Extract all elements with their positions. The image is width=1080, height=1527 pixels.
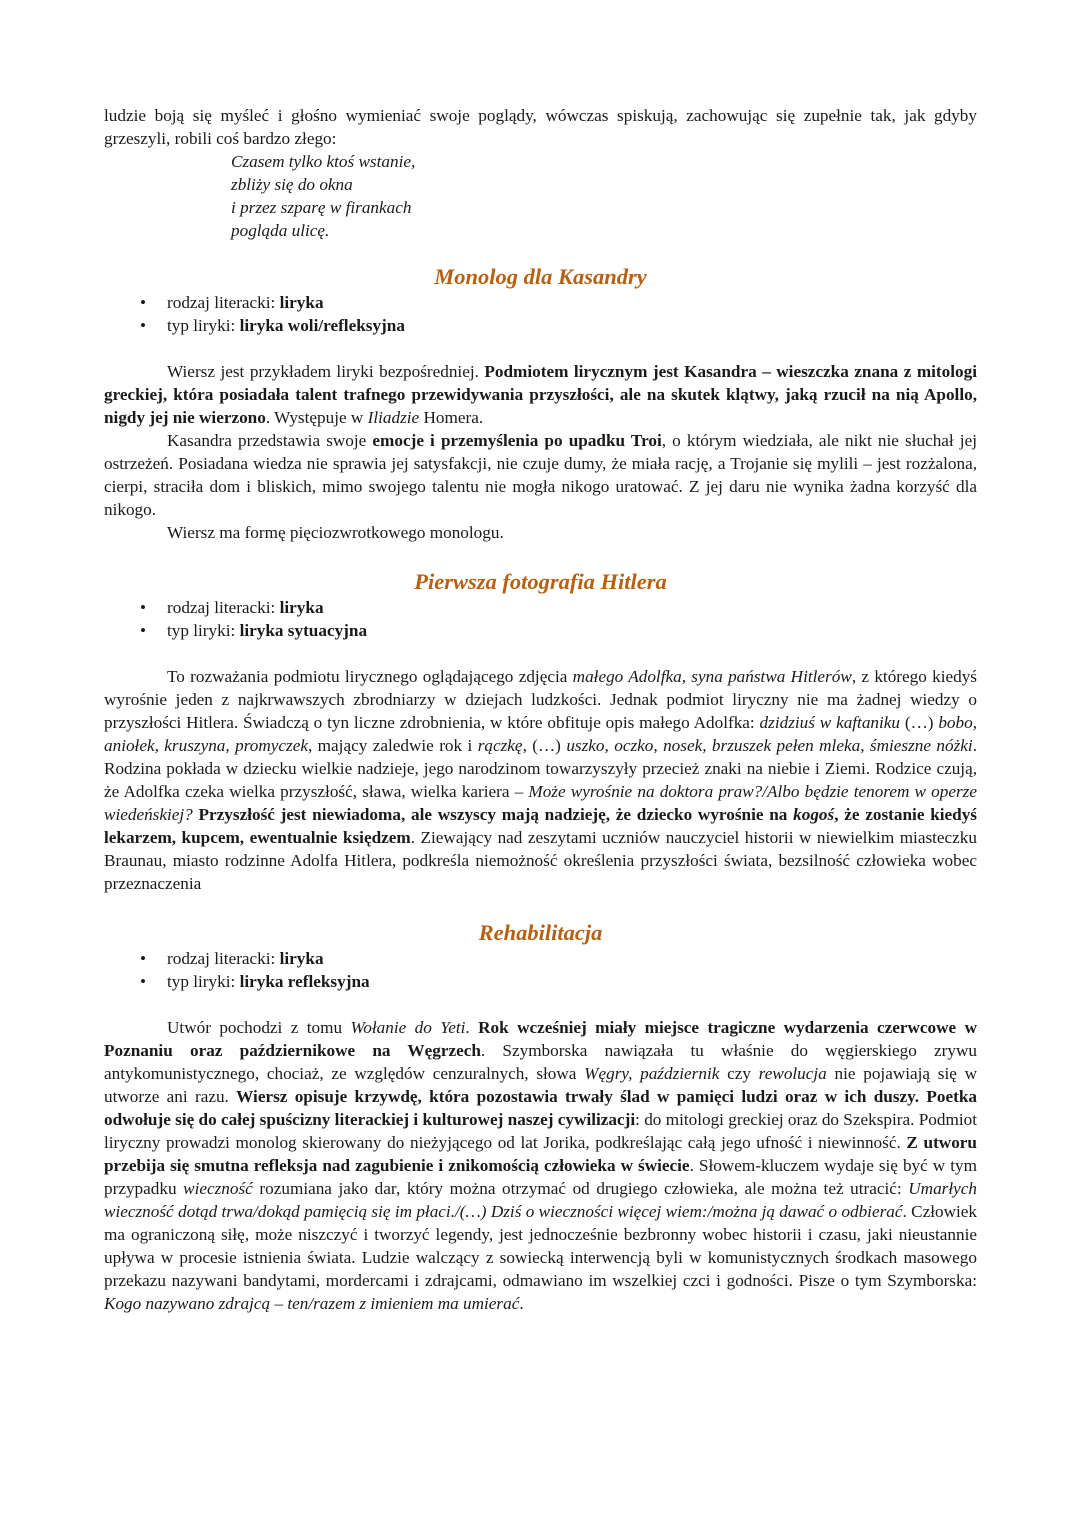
poem-line: i przez szparę w firankach [231, 198, 412, 217]
poem-line: pogląda ulicę. [231, 221, 330, 240]
section-title: Monolog dla Kasandry [434, 264, 647, 289]
body-paragraph: Wiersz ma formę pięciozwrotkowego monologu. [167, 523, 504, 542]
body-paragraph: To rozważania podmiotu lirycznego oglądającego zdjęcia małego Adolfka, syna państwa Hitlerów, z którego kiedyś wyrośnie jeden z najkrwawszych zbrodniarzy w dziejach ludzkości. Jednak podmiot liryczny nie ma żadnej wiedzy o przyszłości Hitlera. Świadczą o tyn liczne zdrobnienia, w które obfituje opis małego Adolfka: dzidziuś w kaftaniku (…) bobo, aniołek, kruszyna, promyczek, mający zaledwie rok i rączkę, (…) uszko, oczko, nosek, brzuszek pełen mleka, śmieszne nóżki. Rodzina pokłada w dziecku wielkie nadzieje, jego narodzinom towarzyszyły przecież znaki na niebie i Ziemi. Rodzice czują, że Adolfka czeka wielka przyszłość, sława, wielka kariera – Może wyrośnie na doktora praw?/Albo będzie tenorem w operze wiedeńskiej? Przyszłość jest niewiadoma, ale wszyscy mają nadzieję, że dziecko wyrośnie na kogoś, że zostanie kiedyś lekarzem, kupcem, ewentualnie księdzem. Ziewający nad zeszytami uczniów nauczyciel historii w niewielkim miasteczku Braunau, miasto rodzinne Adolfa Hitlera, podkreśla niemożność określenia przyszłości świata, bezsilność człowieka wobec przeznaczenia [104, 667, 978, 893]
list-item: • typ liryki: liryka sytuacyjna [140, 621, 368, 640]
list-item: • rodzaj literacki: liryka [140, 598, 324, 617]
list-item: • typ liryki: liryka refleksyjna [140, 972, 370, 991]
poem-line: Czasem tylko ktoś wstanie, [231, 152, 416, 171]
bullet-list [104, 291, 977, 337]
list-item: • rodzaj literacki: liryka [140, 949, 324, 968]
bullet-list [104, 947, 977, 993]
bullet-list [104, 596, 977, 642]
list-item: • rodzaj literacki: liryka [140, 293, 324, 312]
bullet-icon: • [140, 316, 147, 335]
body-paragraph: Utwór pochodzi z tomu Wołanie do Yeti. Rok wcześniej miały miejsce tragiczne wydarzenia czerwcowe w Poznaniu oraz październikowe na Węgrzech. Szymborska nawiązała tu właśnie do węgierskiego zrywu antykomunistycznego, chociaż, ze względów cenzuralnych, słowa Węgry, październik czy rewolucja nie pojawiają się w utworze ani razu. Wiersz opisuje krzywdę, która pozostawia trwały ślad w pamięci ludzi oraz w ich duszy. Poetka odwołuje się do całej spuścizny literackiej i kulturowej naszej cywilizacji: do mitologi greckiej oraz do Szekspira. Podmiot liryczny prowadzi monolog skierowany do nieżyjącego od lat Jorika, podkreślając całą jego ufność i niewinność. Z utworu przebija się smutna refleksja nad zagubienie i znikomością człowieka w świecie. Słowem-kluczem wydaje się być w tym przypadku wieczność rozumiana jako dar, który można otrzymać od drugiego człowieka, ale można też utracić: Umarłych wieczność dotąd trwa/dokąd pamięcią się im płaci./(…) Dziś o wieczności więcej wiem:/można ją dawać o odbierać. Człowiek ma ograniczoną siłę, może niszczyć i tworzyć legendy, jest jednocześnie bezbronny wobec historii i czasu, jaki nieustannie upływa w procesie istnienia świata. Ludzie walczący z sowiecką interwencją byli w komunistycznych środkach masowego przekazu nazywani bandytami, mordercami i zdrajcami, odmawiano im wszelkiej czci i godności. Pisze o tym Szymborska: Kogo nazywano zdrajcą – ten/razem z imieniem ma umierać. [104, 1018, 978, 1313]
intro-paragraph: ludzie boją się myśleć i głośno wymieniać swoje poglądy, wówczas spiskują, zachowując się zupełnie tak, jak gdyby grzeszyli, robili coś bardzo złego: [104, 106, 977, 148]
bullet-icon: • [140, 293, 147, 312]
bullet-icon: • [140, 972, 147, 991]
body-paragraph: Kasandra przedstawia swoje emocje i przemyślenia po upadku Troi, o którym wiedziała, ale nikt nie słuchał jej ostrzeżeń. Posiadana wiedza nie sprawia jej satysfakcji, nie czuje dumy, że miała rację, a Trojanie się mylili – jest rozżalona, cierpi, straciła dom i bliskich, mimo swojego talentu nie mogła nikogo uratować. Z jej daru nie wynika żadna korzyść dla nikogo. [104, 431, 977, 519]
poem-line: zbliży się do okna [231, 175, 353, 194]
bullet-icon: • [140, 598, 147, 617]
bullet-icon: • [140, 621, 147, 640]
body-paragraph: Wiersz jest przykładem liryki bezpośredniej. Podmiotem lirycznym jest Kasandra – wieszczka znana z mitologi greckiej, która posiadała talent trafnego przewidywania przyszłości, ale na skutek klątwy, jaką rzucił na nią Apollo, nigdy jej nie wierzono. Występuje w Iliadzie Homera. [104, 362, 977, 427]
poem-quote [231, 150, 977, 242]
section-title: Rehabilitacja [478, 920, 603, 945]
list-item: • typ liryki: liryka woli/refleksyjna [140, 316, 405, 335]
document-page [104, 104, 977, 1315]
section-title: Pierwsza fotografia Hitlera [414, 569, 667, 594]
bullet-icon: • [140, 949, 147, 968]
